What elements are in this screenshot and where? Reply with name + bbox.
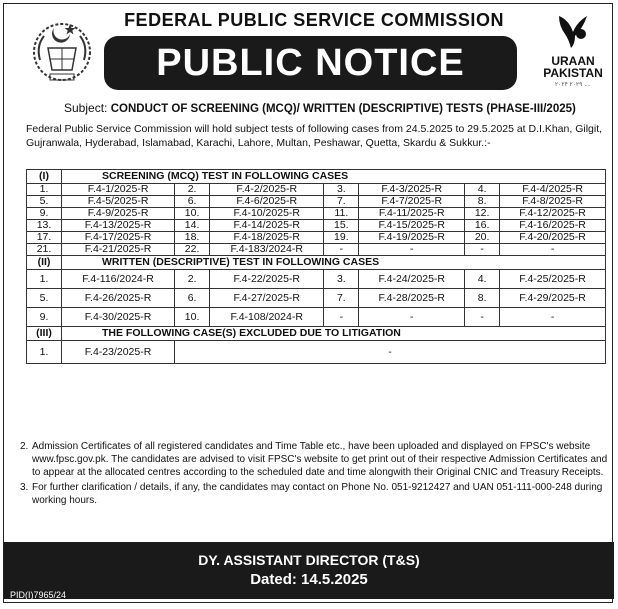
- section-title: THE FOLLOWING CASE(S) EXCLUDED DUE TO LITIGATION: [62, 327, 606, 341]
- serial-number: 7.: [324, 289, 359, 308]
- serial-number: -: [324, 308, 359, 327]
- logo-word-uraan: URAAN: [551, 54, 595, 68]
- header: [4, 4, 612, 100]
- serial-number: 7.: [324, 196, 359, 208]
- case-number: F.4-13/2025-R: [62, 220, 175, 232]
- serial-number: 5.: [27, 289, 62, 308]
- case-number: F.4-12/2025-R: [500, 208, 606, 220]
- notes: [20, 440, 610, 509]
- table-row: [27, 184, 606, 196]
- serial-number: 14.: [175, 220, 210, 232]
- table-row: [27, 244, 606, 256]
- note-number: 3.: [20, 482, 29, 493]
- serial-number: 17.: [27, 232, 62, 244]
- case-number: F.4-28/2025-R: [359, 289, 465, 308]
- notice-frame: [3, 3, 613, 603]
- case-number: F.4-8/2025-R: [500, 196, 606, 208]
- serial-number: -: [324, 244, 359, 256]
- serial-number: 9.: [27, 308, 62, 327]
- serial-number: 22.: [175, 244, 210, 256]
- section-number: (II): [27, 256, 62, 270]
- case-number: F.4-24/2025-R: [359, 270, 465, 289]
- case-number: F.4-26/2025-R: [62, 289, 175, 308]
- uraan-pakistan-logo: [534, 10, 612, 100]
- serial-number: 18.: [175, 232, 210, 244]
- case-number: -: [500, 244, 606, 256]
- serial-number: 20.: [465, 232, 500, 244]
- serial-number: 15.: [324, 220, 359, 232]
- serial-number: 12.: [465, 208, 500, 220]
- case-number: F.4-116/2024-R: [62, 270, 175, 289]
- case-number: F.4-1/2025-R: [62, 184, 175, 196]
- serial-number: 3.: [324, 184, 359, 196]
- case-number: F.4-2/2025-R: [210, 184, 324, 196]
- case-number: F.4-14/2025-R: [210, 220, 324, 232]
- subject-line: [64, 101, 576, 115]
- case-number: F.4-30/2025-R: [62, 308, 175, 327]
- note-number: 2.: [20, 441, 29, 452]
- case-number: F.4-7/2025-R: [359, 196, 465, 208]
- case-number: F.4-183/2024-R: [210, 244, 324, 256]
- case-number: F.4-15/2025-R: [359, 220, 465, 232]
- serial-number: 8.: [465, 289, 500, 308]
- serial-number: 2.: [175, 270, 210, 289]
- subject-text: CONDUCT OF SCREENING (MCQ)/ WRITTEN (DESCRIPTIVE) TESTS (PHASE-III/2025): [110, 103, 576, 115]
- pid-number: PID(I)7965/24: [10, 590, 67, 600]
- table-row: [27, 308, 606, 327]
- table-row: [27, 208, 606, 220]
- table-row: [27, 341, 606, 364]
- case-number: F.4-5/2025-R: [62, 196, 175, 208]
- case-number: F.4-11/2025-R: [359, 208, 465, 220]
- case-number: F.4-17/2025-R: [62, 232, 175, 244]
- signatory: DY. ASSISTANT DIRECTOR (T&S): [198, 552, 420, 568]
- case-number: F.4-18/2025-R: [210, 232, 324, 244]
- section-header-row: [27, 170, 606, 184]
- case-number: F.4-23/2025-R: [62, 341, 175, 364]
- case-number: F.4-29/2025-R: [500, 289, 606, 308]
- case-number: F.4-16/2025-R: [500, 220, 606, 232]
- table-row: [27, 232, 606, 244]
- note-text: Admission Certificates of all registered candidates and Time Table etc., have been uploaded and displayed on FPSC's website www.fpsc.gov.pk. The candidates are advised to visit FPSC's website to get print out of their respective Admission Certificates and to appear at the allocated centres according to the scheduled date and time alongwith their Original CNIC and Treasury Receipts.: [32, 441, 608, 478]
- serial-number: -: [465, 308, 500, 327]
- case-number: F.4-108/2024-R: [210, 308, 324, 327]
- table-row: [27, 220, 606, 232]
- empty-cell: -: [175, 341, 606, 364]
- serial-number: 3.: [324, 270, 359, 289]
- intro-paragraph: Federal Public Service Commission will hold subject tests of following cases from 24.5.2025 to 29.5.2025 at D.I.Khan, Gilgit, Gujranwala, Hyderabad, Islamabad, Karachi, Lahore, Multan, Peshawar, Quetta, Skardu & Sukkur.:-: [26, 123, 603, 149]
- serial-number: 11.: [324, 208, 359, 220]
- notice-banner: PUBLIC NOTICE: [104, 36, 517, 90]
- serial-number: 19.: [324, 232, 359, 244]
- serial-number: 1.: [27, 184, 62, 196]
- case-number: F.4-4/2025-R: [500, 184, 606, 196]
- logo-word-pakistan: PAKISTAN: [543, 66, 603, 80]
- section-header-row: [27, 256, 606, 270]
- logo-tagline: ۲۰۲۴ ۔۔ ۲۰۲۹: [554, 82, 592, 88]
- serial-number: 2.: [175, 184, 210, 196]
- case-number: F.4-10/2025-R: [210, 208, 324, 220]
- serial-number: -: [465, 244, 500, 256]
- case-number: F.4-25/2025-R: [500, 270, 606, 289]
- case-number: -: [500, 308, 606, 327]
- case-number: -: [359, 308, 465, 327]
- case-number: F.4-27/2025-R: [210, 289, 324, 308]
- note-item: [20, 440, 610, 479]
- serial-number: 8.: [465, 196, 500, 208]
- cases-table: [26, 169, 606, 364]
- serial-number: 5.: [27, 196, 62, 208]
- case-number: F.4-9/2025-R: [62, 208, 175, 220]
- serial-number: 21.: [27, 244, 62, 256]
- case-number: F.4-20/2025-R: [500, 232, 606, 244]
- case-number: F.4-19/2025-R: [359, 232, 465, 244]
- case-number: -: [359, 244, 465, 256]
- serial-number: 10.: [175, 208, 210, 220]
- note-item: [20, 481, 610, 507]
- serial-number: 4.: [465, 184, 500, 196]
- note-text: For further clarification / details, if any, the candidates may contact on Phone No. 051-9212427 and UAN 051-111-000-248 during working hours.: [32, 482, 603, 506]
- serial-number: 1.: [27, 270, 62, 289]
- table-row: [27, 270, 606, 289]
- serial-number: 1.: [27, 341, 62, 364]
- footer-banner: [4, 542, 614, 599]
- case-number: F.4-6/2025-R: [210, 196, 324, 208]
- serial-number: 6.: [175, 289, 210, 308]
- case-number: F.4-22/2025-R: [210, 270, 324, 289]
- date: Dated: 14.5.2025: [250, 571, 368, 588]
- section-title: SCREENING (MCQ) TEST IN FOLLOWING CASES: [62, 170, 606, 184]
- section-header-row: [27, 327, 606, 341]
- organization-name: FEDERAL PUBLIC SERVICE COMMISSION: [124, 10, 504, 30]
- table-row: [27, 196, 606, 208]
- section-number: (I): [27, 170, 62, 184]
- subject-label: Subject:: [64, 101, 108, 115]
- bird-icon: [553, 10, 593, 50]
- state-emblem-icon: [26, 14, 98, 86]
- section-number: (III): [27, 327, 62, 341]
- serial-number: 13.: [27, 220, 62, 232]
- serial-number: 9.: [27, 208, 62, 220]
- serial-number: 6.: [175, 196, 210, 208]
- serial-number: 10.: [175, 308, 210, 327]
- section-title: WRITTEN (DESCRIPTIVE) TEST IN FOLLOWING CASES: [62, 256, 606, 270]
- case-number: F.4-21/2025-R: [62, 244, 175, 256]
- table-row: [27, 289, 606, 308]
- serial-number: 4.: [465, 270, 500, 289]
- serial-number: 16.: [465, 220, 500, 232]
- case-number: F.4-3/2025-R: [359, 184, 465, 196]
